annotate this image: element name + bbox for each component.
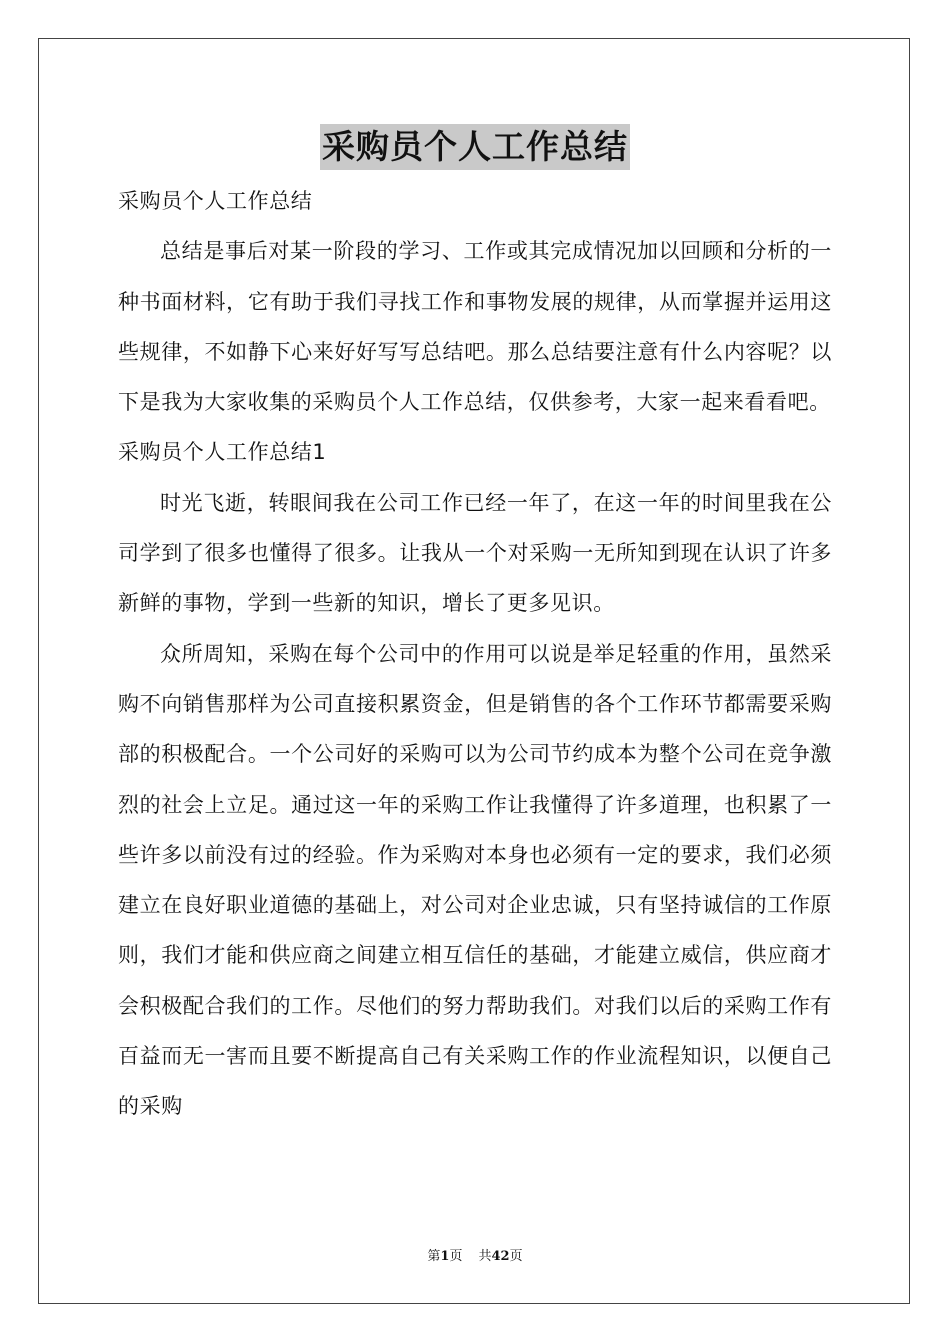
section-paragraph-2: 众所周知，采购在每个公司中的作用可以说是举足轻重的作用，虽然采购不向销售那样为公司直接积累资金，但是销售的各个工作环节都需要采购部的积极配合。一个公司好的采购可以为公司节约成本为整个公司在竞争激烈的社会上立足。通过这一年的采购工作让我懂得了许多道理，也积累了一些许多以前没有过的经验。作为采购对本身也必须有一定的要求，我们必须建立在良好职业道德的基础上，对公司对企业忠诚，只有坚持诚信的工作原则，我们才能和供应商之间建立相互信任的基础，才能建立威信，供应商才会积极配合我们的工作。尽他们的努力帮助我们。对我们以后的采购工作有百益而无一害而且要不断提高自己有关采购工作的作业流程知识，以便自己的采购 xyxy=(118,641,832,1119)
document-body xyxy=(118,176,832,1132)
title-container xyxy=(0,124,950,170)
page-footer xyxy=(0,1248,950,1266)
section-paragraph-1: 时光飞逝，转眼间我在公司工作已经一年了，在这一年的时间里我在公司学到了很多也懂得了很多。让我从一个对采购一无所知到现在认识了许多新鲜的事物，学到一些新的知识，增长了更多见识。 xyxy=(118,490,832,616)
section-heading: 采购员个人工作总结1 xyxy=(118,440,327,465)
document-title: 采购员个人工作总结 xyxy=(320,124,630,170)
total-suffix: 页 xyxy=(509,1249,523,1264)
total-pages: 42 xyxy=(491,1249,510,1264)
document-subtitle: 采购员个人工作总结 xyxy=(118,189,313,213)
total-prefix: 共 xyxy=(478,1249,492,1264)
page-prefix: 第 xyxy=(427,1249,441,1264)
intro-paragraph: 总结是事后对某一阶段的学习、工作或其完成情况加以回顾和分析的一种书面材料，它有助于我们寻找工作和事物发展的规律，从而掌握并运用这些规律，不如静下心来好好写写总结吧。那么总结要注意有什么内容呢？以下是我为大家收集的采购员个人工作总结，仅供参考，大家一起来看看吧。 xyxy=(118,239,832,415)
page-suffix: 页 xyxy=(449,1249,463,1264)
page-number: 1 xyxy=(440,1249,450,1264)
